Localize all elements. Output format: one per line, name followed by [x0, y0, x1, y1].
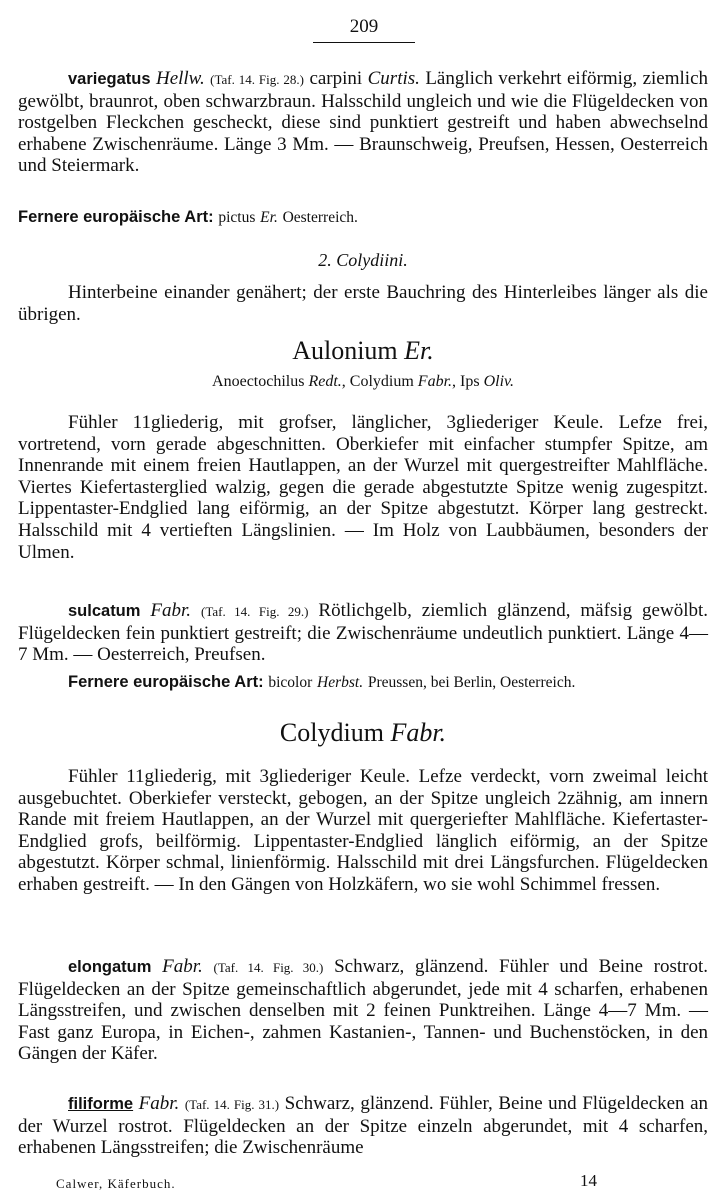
genus-author: Fabr. [390, 718, 447, 747]
tribe-heading: 2. Colydiini. [318, 250, 408, 270]
further-species-note [18, 671, 708, 694]
species-entry-filiforme [18, 1093, 708, 1159]
species-author: Fabr. [162, 956, 203, 977]
species-entry-sulcatum [18, 600, 708, 666]
plate-reference: (Taf. 14. Fig. 30.) [213, 960, 324, 975]
synonym-name: carpini [309, 68, 363, 89]
further-species-note [18, 206, 708, 229]
further-species-label: Fernere europäische Art: [18, 208, 214, 226]
species-name: sulcatum [68, 602, 141, 620]
species-name: variegatus [68, 70, 151, 88]
species-name: elongatum [68, 958, 152, 976]
plate-reference: (Taf. 14. Fig. 31.) [184, 1097, 280, 1112]
genus-synonyms: Anoectochilus Redt., Colydium Fabr., Ips Oliv. [212, 373, 514, 390]
genus-name: Aulonium [292, 336, 398, 365]
synonym-1: Anoectochilus [212, 373, 305, 390]
species-entry-variegatus [18, 68, 708, 177]
synonym-1-author: Redt. [308, 373, 342, 390]
footer-signature: 14 [580, 1171, 597, 1190]
species-name: filiforme [68, 1095, 134, 1113]
species-author: Hellw. [155, 68, 205, 89]
further-species-locality: Preussen, bei Berlin, Oesterreich. [367, 674, 576, 691]
genus-name: Colydium [279, 718, 384, 747]
synonym-3: Ips [460, 373, 480, 390]
synonym-3-author: Oliv. [483, 373, 514, 390]
genus-author: Er. [404, 336, 434, 365]
plate-reference: (Taf. 14. Fig. 28.) [210, 72, 305, 87]
further-species-author: Er. [260, 209, 278, 226]
further-species-author: Herbst. [317, 674, 364, 691]
genus-heading-colydium [18, 718, 708, 748]
species-description: Länglich verkehrt eiförmig, ziemlich gewölbt, braunrot, oben schwarzbraun. Halsschild ungleich und wie die Flügeldecken von rostgelben Fleckchen gescheckt, diese sind punktiert gestreift und haben abwechselnd erhabene Zwischenräume. Länge 3 Mm. — Braunschweig, Preufsen, Hessen, Oesterreich und Steiermark. [18, 68, 709, 177]
tribe-description: Hinterbeine einander genähert; der erste Bauchring des Hinterleibes länger als die übrigen. [18, 282, 708, 325]
species-description: Schwarz, glänzend. Fühler, Beine und Flügeldecken an der Wurzel rostrot. Flügeldecken an der Spitze einzeln abgerundet, mit 4 scharfen, erhabenen Längsstreifen; die Zwischenräume [18, 1093, 709, 1159]
species-description: Schwarz, glänzend. Fühler und Beine rostrot. Flügeldecken an der Spitze gemeinschaftlich abgerundet, jede mit 4 scharfen, erhabenen Längsstreifen, und zwischen denselben mit 2 feinen Punktreihen. Länge 4—7 Mm. — Fast ganz Europa, in Eichen-, zahmen Kastanien-, Tannen- und Buchenstöcken, in den Gängen der Käfer. [18, 956, 709, 1065]
synonym-author: Curtis. [367, 68, 420, 89]
genus-description-aulonium: Fühler 11gliederig, mit grofser, länglicher, 3gliederiger Keule. Lefze frei, vortretend, vorn gerade abgeschnitten. Oberkiefer mit einfacher stumpfer Spitze, am Innenrande mit einem freien Hautlappen, an der Wurzel mit quergestreifter Mahlfläche. Viertes Kiefertasterglied walzig, gegen die gerade abgestutzte Spitze wenig zugespitzt. Lippentaster-Endglied lang eiförmig, an der Spitze abgestutzt. Körper lang gestreckt. Halsschild mit 4 vertieften Längslinien. — Im Holz von Laubbäumen, besonders der Ulmen. [18, 412, 708, 563]
plate-reference: (Taf. 14. Fig. 29.) [201, 604, 309, 619]
further-species-name: bicolor [268, 674, 313, 691]
species-entry-elongatum [18, 956, 708, 1065]
further-species-locality: Oesterreich. [282, 209, 358, 226]
species-description: Rötlichgelb, ziemlich glänzend, mäfsig gewölbt. Flügeldecken fein punktiert gestreift; die Zwischenräume undeutlich punktiert. Länge 4—7 Mm. — Oesterreich, Preufsen. [18, 600, 709, 666]
synonym-2: Colydium [349, 373, 414, 390]
further-species-name: pictus [218, 209, 256, 226]
species-author: Fabr. [138, 1093, 180, 1114]
footer-book-title: Calwer, Käferbuch. [56, 1176, 176, 1191]
genus-heading-aulonium [18, 336, 708, 366]
synonym-2-author: Fabr. [417, 373, 453, 390]
page-number: 209 [313, 16, 415, 43]
genus-description-colydium: Fühler 11gliederig, mit 3gliederiger Keule. Lefze verdeckt, vorn zweimal leicht ausgebuchtet. Oberkiefer versteckt, gebogen, an der Spitze ungleich 2zähnig, am innern Rande mit freiem Hautlappen, an der Wurzel mit quergeriefter Mahlfläche. Kiefertaster-Endglied grofs, beilförmig. Lippentaster-Endglied länglich eiförmig, an der Spitze abgestutzt. Körper schmal, linienförmig. Halsschild mit drei Längsfurchen. Flügeldecken erhaben gestreift. — In den Gängen von Holzkäfern, wo sie wohl Schimmel fressen. [18, 766, 708, 895]
species-author: Fabr. [150, 600, 192, 621]
further-species-label: Fernere europäische Art: [68, 673, 264, 691]
